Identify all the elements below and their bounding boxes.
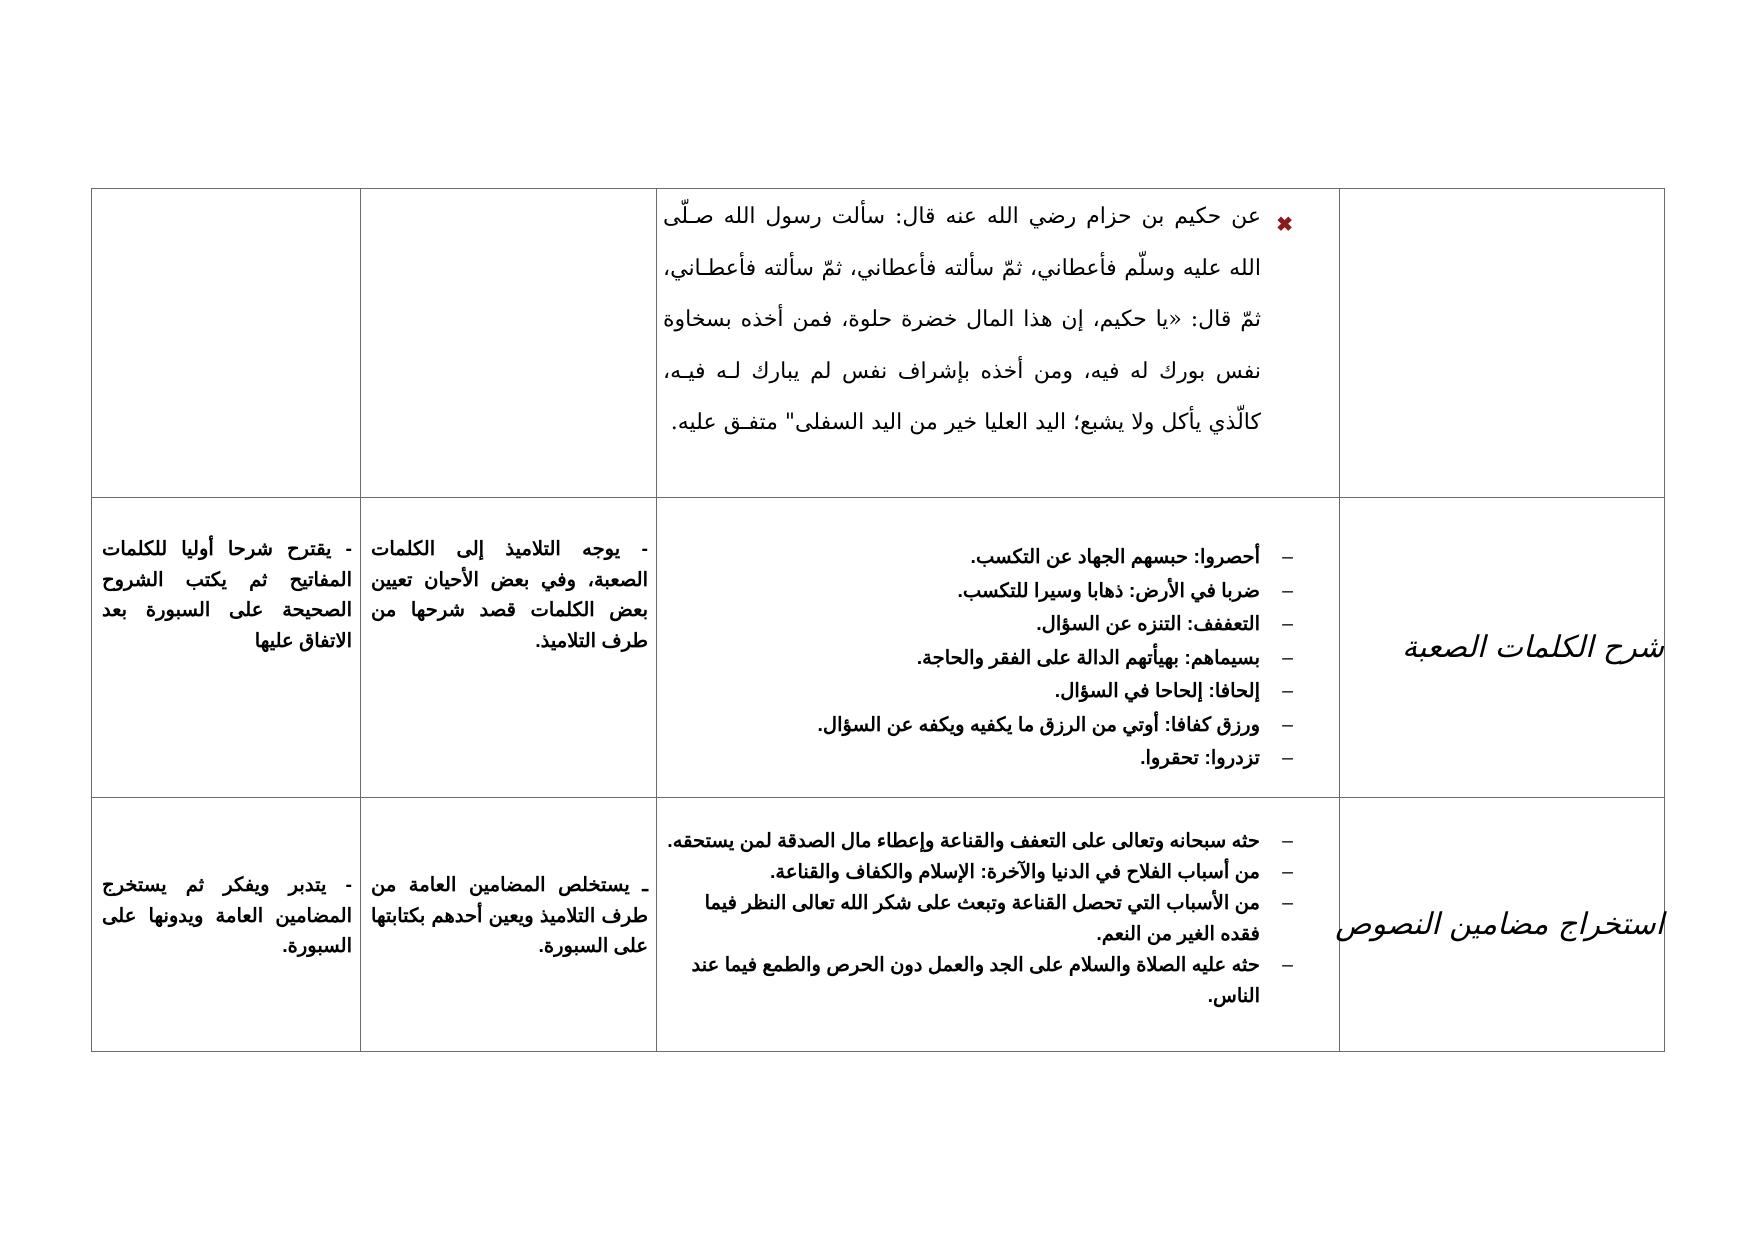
dash-bullet-icon: – <box>1282 747 1293 769</box>
teacher-cell-themes <box>361 798 657 1052</box>
table-row-vocabulary <box>92 498 1665 798</box>
stage-cell-vocabulary <box>1340 498 1665 798</box>
stage-cell-empty <box>1340 189 1665 498</box>
table-row-hadith <box>92 189 1665 498</box>
stage-cell-themes <box>1335 798 1665 1052</box>
table-row-themes <box>92 798 1665 1052</box>
student-cell-vocabulary <box>92 498 361 798</box>
hadith-paragraph <box>657 189 1339 449</box>
dash-bullet-icon: – <box>1282 680 1293 702</box>
list-item: – حثه عليه الصلاة والسلام على الجد والعمل دون الحرص والطمع فيما عند الناس. <box>665 950 1293 1012</box>
teacher-cell-empty <box>361 189 657 498</box>
list-item: – من أسباب الفلاح في الدنيا والآخرة: الإسلام والكفاف والقناعة. <box>665 857 1293 888</box>
list-item: – حثه سبحانه وتعالى على التعفف والقناعة وإعطاء مال الصدقة لمن يستحقه. <box>665 826 1293 857</box>
content-cell-themes <box>657 798 1340 1052</box>
content-cell-vocabulary <box>657 498 1340 798</box>
dash-bullet-icon: – <box>1282 646 1293 669</box>
list-item: – بسيماهم: بهيأتهم الدالة على الفقر والحاجة. <box>665 642 1293 676</box>
x-mark-bullet-icon: ✖ <box>1276 212 1293 236</box>
dash-bullet-icon: – <box>1282 830 1293 852</box>
lesson-plan-table <box>91 188 1665 1052</box>
dash-bullet-icon: – <box>1282 546 1293 568</box>
dash-bullet-icon: – <box>1282 954 1293 976</box>
list-item: – ورزق كفافا: أوتي من الرزق ما يكفيه ويكفه عن السؤال. <box>665 709 1293 743</box>
student-cell-themes <box>92 798 361 1052</box>
teacher-activity-text: ـ يستخلص المضامين العامة من طرف التلاميذ ويعين أحدهم بكتابتها على السبورة. <box>371 874 648 957</box>
dash-bullet-icon: – <box>1282 861 1293 883</box>
list-item: – إلحافا: إلحاحا في السؤال. <box>665 675 1293 709</box>
teacher-activity-text: - يوجه التلاميذ إلى الكلمات الصعبة، وفي بعض الأحيان تعيين بعض الكلمات قصد شرحها من طرف التلاميذ. <box>371 538 648 652</box>
content-cell-hadith <box>657 189 1340 498</box>
dash-bullet-icon: – <box>1282 613 1293 635</box>
student-cell-empty <box>92 189 361 498</box>
dash-bullet-icon: – <box>1282 713 1293 736</box>
student-activity-text: - يتدبر ويفكر ثم يستخرج المضامين العامة ويدونها على السبورة. <box>102 874 352 957</box>
student-activity-text: - يقترح شرحا أوليا للكلمات المفاتيح ثم يكتب الشروح الصحيحة على السبورة بعد الاتفاق عليها <box>102 538 352 652</box>
list-item: – ضربا في الأرض: ذهابا وسيرا للتكسب. <box>665 575 1293 609</box>
stage-title-vocabulary: شرح الكلمات الصعبة <box>1402 630 1664 665</box>
teacher-cell-vocabulary <box>361 498 657 798</box>
dash-bullet-icon: – <box>1282 892 1293 914</box>
themes-list <box>657 798 1339 1012</box>
list-item: – التعففف: التنزه عن السؤال. <box>665 608 1293 642</box>
dash-bullet-icon: – <box>1282 579 1293 602</box>
hadith-text: عن حكيم بن حزام رضي الله عنه قال: سألت رسول الله صـلّى الله عليه وسلّم فأعطاني، ثمّ سألته فأعطاني، ثمّ سألته فأعطـاني، ثمّ قال: «يا حكيم، إن هذا المال خضرة حلوة، فمن أخذه بسخاوة نفس بورك له فيه، ومن أخذه بإشراف نفس لم يبارك لـه فيـه، كالّذي يأكل ولا يشبع؛ اليد العليا خير من اليد السفلى" متفـق عليه. <box>663 204 1261 435</box>
list-item: – من الأسباب التي تحصل القناعة وتبعث على شكر الله تعالى النظر فيما فقده الغير من النعم. <box>665 888 1293 950</box>
vocabulary-list <box>657 498 1339 776</box>
list-item: – أحصروا: حبسهم الجهاد عن التكسب. <box>665 541 1293 575</box>
stage-title-themes: استخراج مضامين النصوص <box>1335 907 1664 942</box>
list-item: – تزدروا: تحقروا. <box>665 742 1293 776</box>
